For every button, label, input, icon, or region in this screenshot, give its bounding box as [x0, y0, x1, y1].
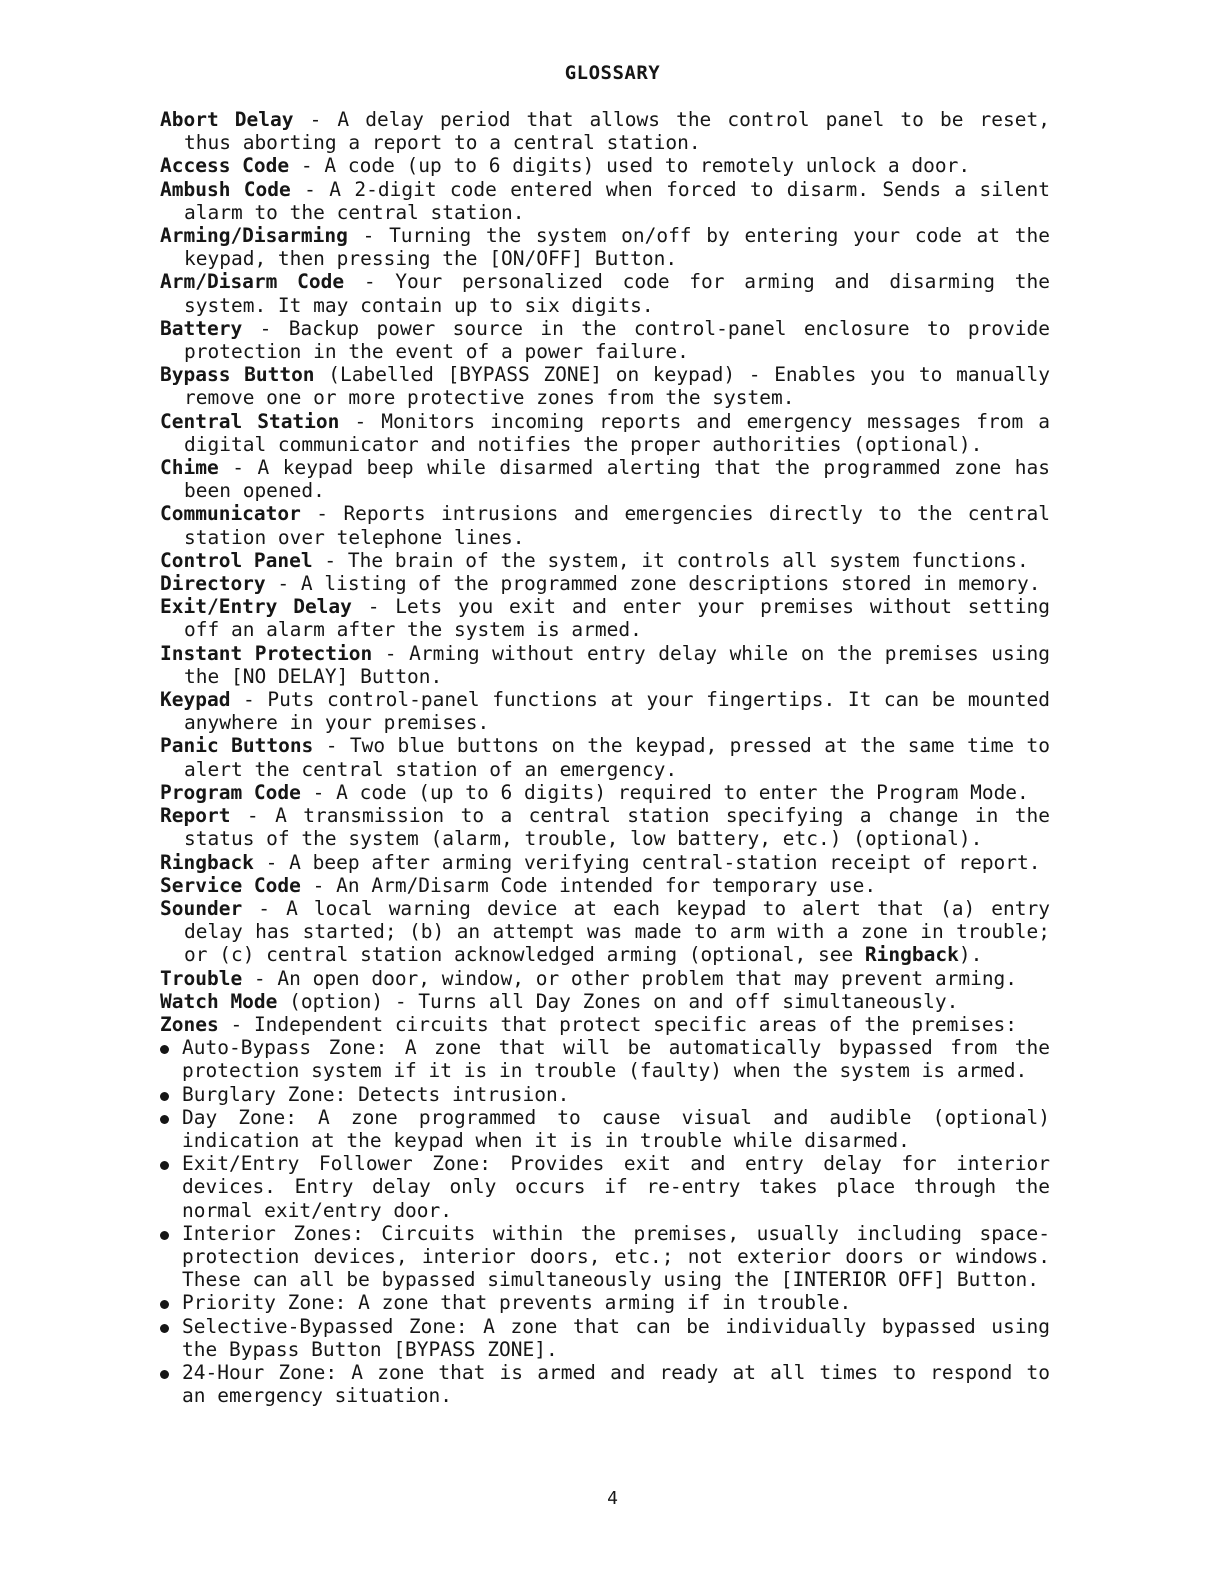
definition: Arming without entry delay while on the premises using the [NO DELAY] Button. [184, 641, 1050, 688]
list-item [160, 1083, 1050, 1106]
list-item [160, 1036, 1050, 1082]
term: Directory [160, 572, 266, 596]
glossary-entry-directory: Directory - A listing of the programmed zone descriptions stored in memory. [160, 572, 1041, 596]
glossary-entry-service-code: Service Code - An Arm/Disarm Code intended for temporary use. [160, 873, 877, 897]
glossary-entry-ambush-code: Ambush Code - A 2-digit code entered when forced to disarm. Sends a silent alarm to the central station. [160, 177, 1050, 224]
glossary-entry-chime: Chime - A keypad beep while disarmed alerting that the programmed zone has been opened. [160, 456, 1050, 503]
term: Access Code [160, 154, 290, 178]
list-item [160, 1106, 1050, 1152]
definition: Independent circuits that protect specific areas of the premises: [253, 1012, 1018, 1036]
glossary-entry-keypad: Keypad - Puts control-panel functions at your fingertips. It can be mounted anywhere in your premises. [160, 688, 1050, 735]
glossary-entry-watch-mode [160, 990, 1050, 1013]
glossary-entry-central-station: Central Station - Monitors incoming reports and emergency messages from a digital communicator and notifies the proper authorities (optional). [160, 409, 1050, 456]
glossary-entry-sounder: Sounder - A local warning device at each keypad to alert that (a) entry delay has started; (b) an attempt was made to arm with a zone in trouble; or (c) central station acknowledged arming (optional, see Ringback). [160, 896, 1050, 967]
term: Bypass Button [160, 363, 315, 387]
bullet-icon [160, 1231, 169, 1240]
definition: Reports intrusions and emergencies directly to the central station over telephone lines. [184, 502, 1050, 549]
definition: (option) - Turns all Day Zones on and off simultaneously. [289, 989, 959, 1013]
bullet-icon [160, 1324, 169, 1333]
bullet-icon [160, 1115, 169, 1124]
definition: The brain of the system, it controls all system functions. [347, 548, 1029, 572]
definition: Turning the system on/off by entering your code at the keypad, then pressing the [ON/OFF] Button. [184, 224, 1050, 271]
term: Watch Mode [160, 989, 278, 1013]
definition-tail: ). [958, 943, 983, 967]
definition: Backup power source in the control-panel enclosure to provide protection in the event of a power failure. [184, 316, 1050, 364]
term: Trouble [160, 966, 243, 990]
term: Communicator [160, 502, 301, 526]
zone-description: Day Zone: A zone programmed to cause visual and audible (optional) indication at the keypad when it is in trouble while disarmed. [182, 1105, 1050, 1152]
glossary-entry-access-code: Access Code - A code (up to 6 digits) used to remotely unlock a door. [160, 154, 971, 178]
glossary-entry-panic-buttons: Panic Buttons - Two blue buttons on the keypad, pressed at the same time to alert the central station of an emergency. [160, 734, 1050, 781]
term: Keypad [160, 688, 231, 712]
glossary-entry-control-panel: Control Panel - The brain of the system, it controls all system functions. [160, 548, 1029, 572]
definition: Lets you exit and enter your premises without setting off an alarm after the system is armed. [184, 595, 1050, 642]
glossary-entry-arm-disarm-code: Arm/Disarm Code - Your personalized code for arming and disarming the system. It may contain up to six digits. [160, 270, 1050, 317]
term: Arm/Disarm Code [160, 270, 345, 294]
term: Ringback [160, 850, 254, 874]
zone-description: Selective-Bypassed Zone: A zone that can be individually bypassed using the Bypass Button [BYPASS ZONE]. [182, 1314, 1050, 1361]
definition: Puts control-panel functions at your fingertips. It can be mounted anywhere in your premises. [184, 688, 1050, 735]
zone-description: Auto-Bypass Zone: A zone that will be automatically bypassed from the protection system if it is in trouble (faulty) when the system is armed. [182, 1036, 1050, 1083]
zone-description: Burglary Zone: Detects intrusion. [182, 1082, 570, 1106]
definition: A keypad beep while disarmed alerting that the programmed zone has been opened. [184, 456, 1050, 503]
glossary-entry-bypass-button [160, 363, 1050, 409]
glossary-entry-trouble: Trouble - An open door, window, or other problem that may prevent arming. [160, 966, 1018, 990]
bullet-icon [160, 1370, 169, 1379]
term: Service Code [160, 873, 301, 897]
page-title: GLOSSARY [564, 62, 661, 84]
definition: (Labelled [BYPASS ZONE] on keypad) - Enables you to manually remove one or more protective zones from the system. [184, 363, 1050, 410]
term: Central Station [160, 409, 340, 433]
zone-description: Exit/Entry Follower Zone: Provides exit and entry delay for interior devices. Entry delay only occurs if re-entry takes place through the normal exit/entry door. [182, 1152, 1050, 1222]
definition: A listing of the programmed zone descriptions stored in memory. [300, 572, 1041, 596]
zone-description: 24-Hour Zone: A zone that is armed and ready at all times to respond to an emergency situation. [182, 1360, 1050, 1408]
term: Instant Protection [160, 641, 373, 665]
bullet-icon [160, 1092, 169, 1101]
glossary-entry-abort-delay: Abort Delay - A delay period that allows the control panel to be reset, thus aborting a report to a central station. [160, 108, 1050, 155]
definition: Two blue buttons on the keypad, pressed at the same time to alert the central station of an emergency. [184, 734, 1050, 781]
term: Chime [160, 456, 219, 480]
glossary-entry-battery: Battery - Backup power source in the control-panel enclosure to provide protection in the event of a power failure. [160, 316, 1050, 364]
glossary-entry-exit-entry-delay: Exit/Entry Delay - Lets you exit and enter your premises without setting off an alarm after the system is armed. [160, 595, 1050, 642]
term: Battery [160, 316, 243, 340]
glossary-entry-arming-disarming: Arming/Disarming - Turning the system on/off by entering your code at the keypad, then pressing the [ON/OFF] Button. [160, 224, 1050, 271]
term: Abort Delay [160, 108, 294, 131]
term: Sounder [160, 896, 243, 920]
list-item [160, 1222, 1050, 1292]
definition: A code (up to 6 digits) required to enter the Program Mode. [336, 780, 1029, 804]
glossary-entry-communicator: Communicator - Reports intrusions and emergencies directly to the central station over telephone lines. [160, 502, 1050, 549]
definition: Your personalized code for arming and disarming the system. It may contain up to six digits. [184, 270, 1050, 317]
term: Panic Buttons [160, 734, 314, 758]
term: Control Panel [160, 548, 313, 572]
term: Ambush Code [160, 177, 291, 201]
term: Exit/Entry Delay [160, 595, 352, 619]
definition: A 2-digit code entered when forced to disarm. Sends a silent alarm to the central station. [184, 177, 1050, 224]
definition: An Arm/Disarm Code intended for temporary use. [336, 873, 877, 897]
definition: Monitors incoming reports and emergency messages from a digital communicator and notifies the proper authorities (optional). [184, 409, 1050, 456]
list-item [160, 1315, 1050, 1361]
list-item [160, 1291, 1050, 1314]
term: Report [160, 804, 231, 828]
zone-description: Priority Zone: A zone that prevents arming if in trouble. [182, 1291, 852, 1315]
glossary-list [160, 108, 1050, 1407]
definition: A local warning device at each keypad to alert that (a) entry delay has started; (b) an attempt was made to arm with a zone in trouble; or (c) central station acknowledged arming (optional, see [184, 896, 1050, 967]
glossary-entry-ringback: Ringback - A beep after arming verifying central-station receipt of report. [160, 850, 1041, 874]
term: Program Code [160, 780, 301, 804]
bullet-icon [160, 1045, 169, 1054]
definition: A code (up to 6 digits) used to remotely unlock a door. [324, 154, 971, 178]
bullet-icon [160, 1300, 169, 1309]
bullet-icon [160, 1161, 169, 1170]
term: Arming/Disarming [160, 224, 348, 248]
glossary-entry-zones: Zones - Independent circuits that protect specific areas of the premises: [160, 1012, 1018, 1036]
definition: A delay period that allows the control panel to be reset, thus aborting a report to a central station. [184, 108, 1050, 155]
list-item [160, 1361, 1050, 1407]
zone-description: Interior Zones: Circuits within the premises, usually including space-protection devices, interior doors, etc.; not exterior doors or windows. These can all be bypassed simultaneously using the [INTERIOR OFF] Button. [182, 1221, 1050, 1292]
page-number: 4 [607, 1488, 618, 1509]
zone-types-list [160, 1036, 1050, 1407]
definition: A beep after arming verifying central-station receipt of report. [289, 850, 1041, 874]
definition: A transmission to a central station specifying a change in the status of the system (alarm, trouble, low battery, etc.) (optional). [184, 804, 1050, 851]
glossary-entry-program-code: Program Code - A code (up to 6 digits) required to enter the Program Mode. [160, 780, 1029, 804]
list-item [160, 1152, 1050, 1222]
definition: An open door, window, or other problem that may prevent arming. [277, 966, 1018, 990]
glossary-entry-report: Report - A transmission to a central station specifying a change in the status of the system (alarm, trouble, low battery, etc.) (optional). [160, 804, 1050, 851]
cross-reference: Ringback [864, 943, 959, 967]
glossary-entry-instant-protection: Instant Protection - Arming without entry delay while on the premises using the [NO DELAY] Button. [160, 641, 1050, 688]
term: Zones [160, 1012, 219, 1036]
